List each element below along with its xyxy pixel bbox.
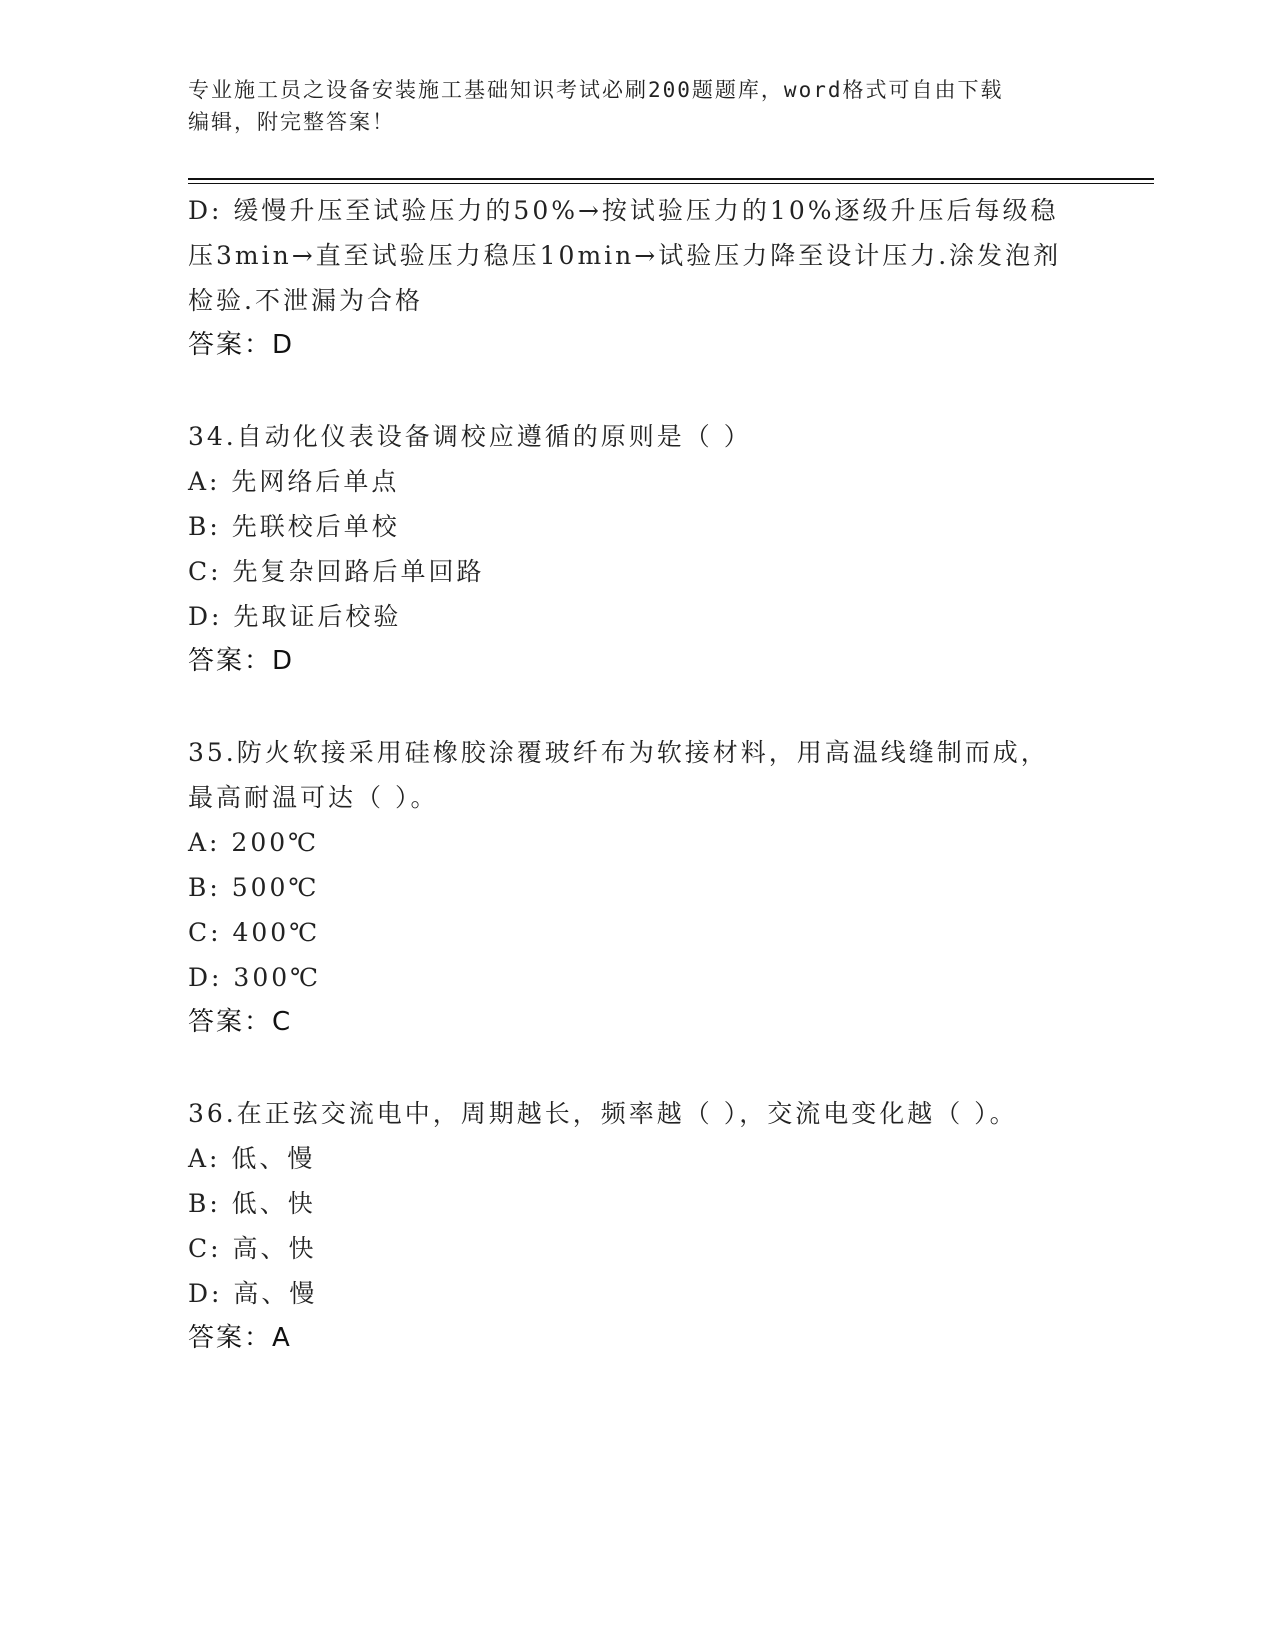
question-36 (188, 1091, 1088, 1361)
question-stem: 35.防火软接采用硅橡胶涂覆玻纤布为软接材料，用高温线缝制而成， (188, 738, 1049, 767)
question-stem-continued: 最高耐温可达（ ）。 (188, 783, 439, 812)
question-35 (188, 730, 1088, 1045)
option-b: B: 先联校后单校 (188, 512, 400, 541)
answer-line: 答案：C (188, 1007, 293, 1037)
option-d: D: 300℃ (188, 963, 322, 992)
answer-line: 答案：D (188, 646, 295, 676)
option-b: B: 低、快 (188, 1189, 316, 1218)
question-stem: 36.在正弦交流电中，周期越长，频率越（ ），交流电变化越（ ）。 (188, 1099, 1018, 1128)
option-b: B: 500℃ (188, 873, 320, 902)
header-rule-thin (188, 183, 1154, 184)
answer-line: 答案：D (188, 330, 295, 360)
header-line-1: 专业施工员之设备安装施工基础知识考试必刷200题题库，word格式可自由下载 (188, 78, 1004, 102)
option-d-line-1: D: 缓慢升压至试验压力的50%→按试验压力的10%逐级升压后每级稳 (188, 196, 1059, 225)
header-line-2: 编辑，附完整答案！ (188, 110, 395, 134)
question-content (188, 188, 1088, 1361)
prev-question-tail (188, 188, 1088, 368)
option-d: D: 高、慢 (188, 1279, 318, 1308)
option-a: A: 低、慢 (188, 1144, 316, 1173)
option-a: A: 200℃ (188, 828, 320, 857)
option-c: C: 高、快 (188, 1234, 317, 1263)
option-c: C: 先复杂回路后单回路 (188, 557, 485, 586)
document-header (188, 74, 1088, 138)
option-a: A: 先网络后单点 (188, 467, 400, 496)
option-d-line-2: 压3min→直至试验压力稳压10min→试验压力降至设计压力.涂发泡剂 (188, 241, 1062, 270)
question-34 (188, 414, 1088, 684)
option-d-line-3: 检验.不泄漏为合格 (188, 286, 423, 315)
option-c: C: 400℃ (188, 918, 321, 947)
question-stem: 34.自动化仪表设备调校应遵循的原则是（ ） (188, 422, 752, 451)
answer-line: 答案：A (188, 1323, 292, 1353)
header-rule-thick (188, 178, 1154, 180)
option-d: D: 先取证后校验 (188, 602, 402, 631)
